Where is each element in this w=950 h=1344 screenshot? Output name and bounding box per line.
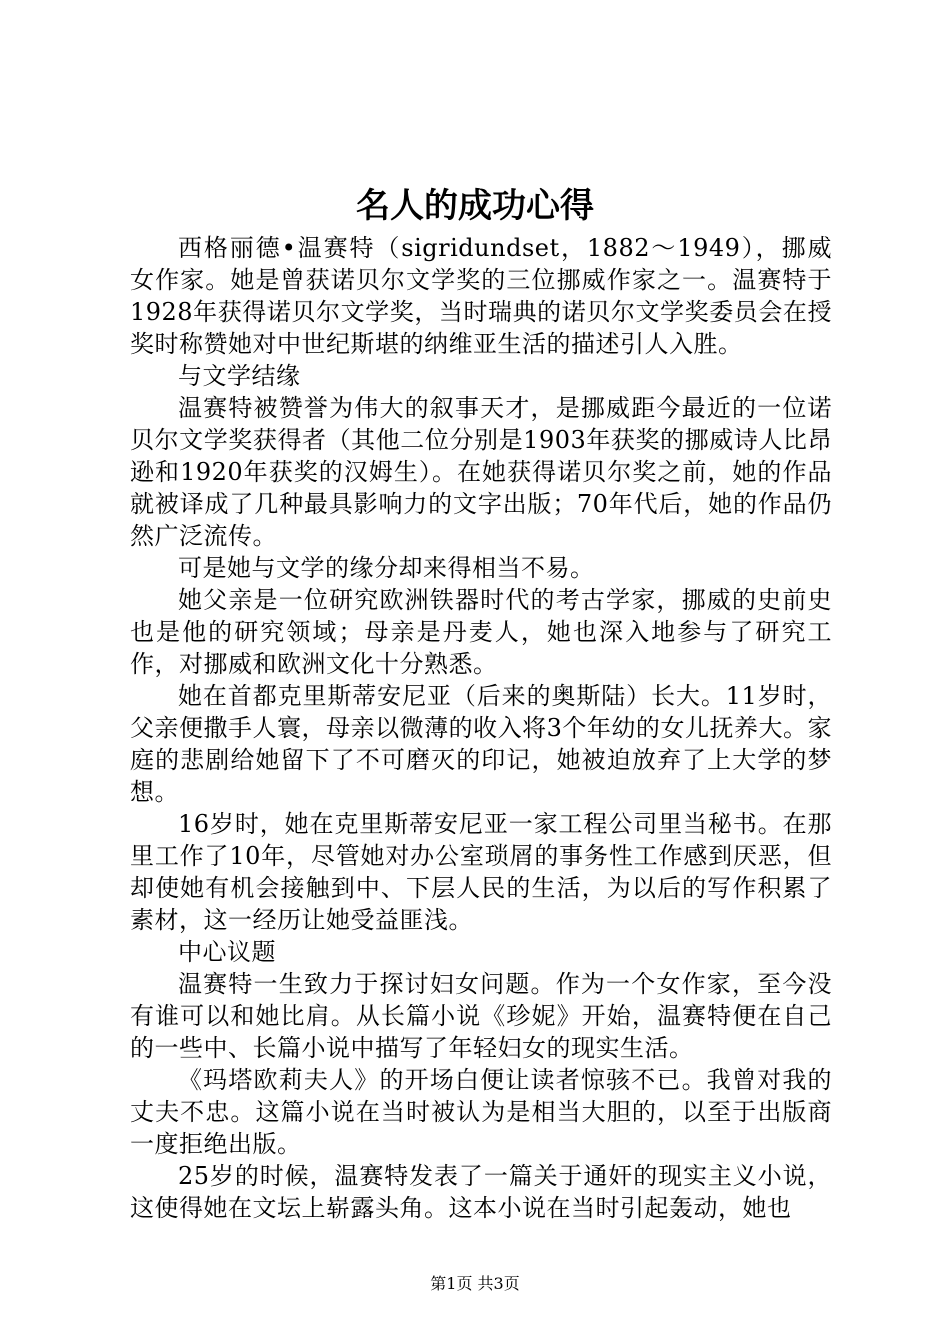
- paragraph-intro: 西格丽德•温赛特（sigridundset，1882～1949），挪威女作家。她是曾获诺贝尔文学奖的三位挪威作家之一。温赛特于1928年获得诺贝尔文学奖，当时瑞典的诺贝尔文学奖委员会在授奖时称赞她对中世纪斯堪的纳维亚生活的描述引人入胜。: [130, 234, 832, 358]
- paragraph-childhood: 她在首都克里斯蒂安尼亚（后来的奥斯陆）长大。11岁时，父亲便撒手人寰，母亲以微薄的收入将3个年幼的女儿抚养大。家庭的悲剧给她留下了不可磨灭的印记，她被迫放弃了上大学的梦想。: [130, 682, 832, 806]
- paragraph-not-easy: 可是她与文学的缘分却来得相当不易。: [178, 554, 595, 582]
- section-heading-central-topic: 中心议题: [178, 938, 276, 966]
- document-body: [130, 232, 832, 1224]
- paragraph-narrative-talent: 温赛特被赞誉为伟大的叙事天才，是挪威距今最近的一位诺贝尔文学奖获得者（其他二位分别是1903年获奖的挪威诗人比昂逊和1920年获奖的汉姆生）。在她获得诺贝尔奖之前，她的作品就被译成了几种最具影响力的文字出版；70年代后，她的作品仍然广泛流传。: [130, 394, 832, 550]
- page-number-footer: 第1页 共3页: [430, 1274, 520, 1293]
- section-heading-literature: 与文学结缘: [178, 362, 301, 390]
- paragraph-marta-oulie: 《玛塔欧莉夫人》的开场白便让读者惊骇不已。我曾对我的丈夫不忠。这篇小说在当时被认为是相当大胆的，以至于出版商一度拒绝出版。: [130, 1066, 832, 1158]
- paragraph-women-issues: 温赛特一生致力于探讨妇女问题。作为一个女作家，至今没有谁可以和她比肩。从长篇小说《珍妮》开始，温赛特便在自己的一些中、长篇小说中描写了年轻妇女的现实生活。: [130, 970, 832, 1062]
- document-title: 名人的成功心得: [356, 186, 594, 226]
- paragraph-age-25: 25岁的时候，温赛特发表了一篇关于通奸的现实主义小说，这使得她在文坛上崭露头角。这本小说在当时引起轰动，她也: [130, 1162, 832, 1222]
- paragraph-parents: 她父亲是一位研究欧洲铁器时代的考古学家，挪威的史前史也是他的研究领域；母亲是丹麦人，她也深入地参与了研究工作，对挪威和欧洲文化十分熟悉。: [130, 586, 832, 678]
- paragraph-secretary: 16岁时，她在克里斯蒂安尼亚一家工程公司里当秘书。在那里工作了10年，尽管她对办公室琐屑的事务性工作感到厌恶，但却使她有机会接触到中、下层人民的生活，为以后的写作积累了素材，这一经历让她受益匪浅。: [130, 810, 832, 934]
